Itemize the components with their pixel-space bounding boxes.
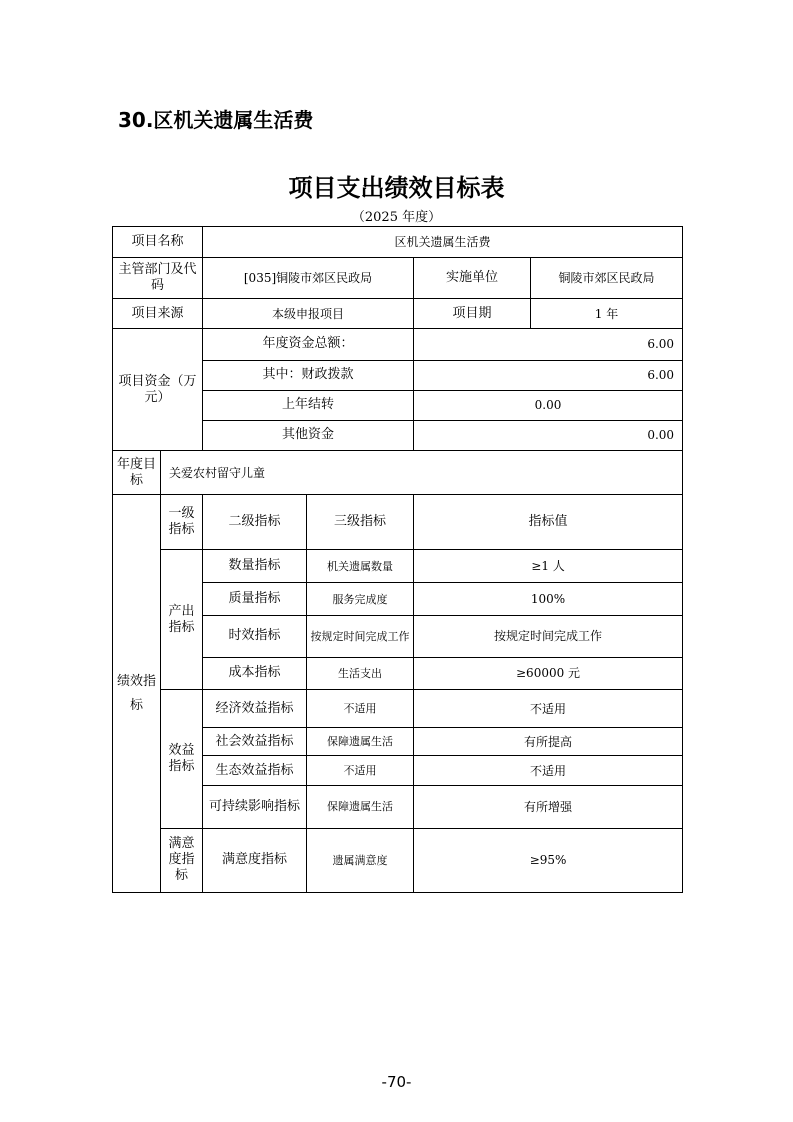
funds-label: 项目资金（万元） [113,329,203,451]
level2-header: 二级指标 [203,495,307,550]
level3-cell: 保障遗属生活 [307,786,414,828]
department-value: [035]铜陵市郊区民政局 [203,258,414,299]
level2-cell: 可持续影响指标 [203,786,307,828]
period-value: 1 年 [531,299,683,329]
level2-cell: 时效指标 [203,615,307,657]
implementer-label: 实施单位 [414,258,531,299]
indicator-value-cell: ≥95% [414,828,683,892]
level2-cell: 生态效益指标 [203,756,307,786]
level2-cell: 满意度指标 [203,828,307,892]
level3-cell: 不适用 [307,689,414,727]
performance-table [112,226,683,893]
indicator-row [113,550,683,583]
table-title: 项目支出绩效目标表 [288,174,505,202]
indicator-value-cell: ≥1 人 [414,550,683,583]
funds-row-label: 其他资金 [203,420,414,450]
level2-cell: 成本指标 [203,657,307,689]
level1-header: 一级指标 [161,495,203,550]
indicator-value-cell: 有所提高 [414,728,683,756]
indicator-header-row [113,495,683,550]
annual-goal-label: 年度目标 [113,450,161,494]
funds-row [113,329,683,360]
source-label: 项目来源 [113,299,203,329]
indicator-value-cell: ≥60000 元 [414,657,683,689]
performance-indicators-label: 绩效指标 [113,495,161,893]
indicator-value-cell: 100% [414,583,683,615]
level2-cell: 数量指标 [203,550,307,583]
annual-goal-value: 关爱农村留守儿童 [161,450,683,494]
year-note: （2025 年度） [351,210,442,225]
project-name-label: 项目名称 [113,227,203,258]
benefit-indicators-label: 效益指标 [161,689,203,828]
source-row [113,299,683,329]
source-value: 本级申报项目 [203,299,414,329]
funds-row-value: 0.00 [414,420,683,450]
indicator-value-cell: 不适用 [414,756,683,786]
funds-row-label: 上年结转 [203,390,414,420]
level3-cell: 按规定时间完成工作 [307,615,414,657]
section-title: 30.区机关遗属生活费 [118,108,314,132]
indicator-value-cell: 不适用 [414,689,683,727]
level2-cell: 质量指标 [203,583,307,615]
indicator-value-cell: 按规定时间完成工作 [414,615,683,657]
funds-row-value: 6.00 [414,329,683,360]
funds-row-value: 6.00 [414,360,683,390]
department-label: 主管部门及代码 [113,258,203,299]
annual-goal-row [113,450,683,494]
funds-row-label: 其中：财政拨款 [203,360,414,390]
level3-cell: 机关遗属数量 [307,550,414,583]
funds-row-value: 0.00 [414,390,683,420]
level2-cell: 经济效益指标 [203,689,307,727]
level3-cell: 不适用 [307,756,414,786]
funds-row-label: 年度资金总额： [203,329,414,360]
project-name-value: 区机关遗属生活费 [203,227,683,258]
level3-cell: 生活支出 [307,657,414,689]
indicator-row [113,828,683,892]
page-number: -70- [381,1073,412,1091]
level3-cell: 保障遗属生活 [307,728,414,756]
level3-header: 三级指标 [307,495,414,550]
indicator-value-header: 指标值 [414,495,683,550]
level3-cell: 遗属满意度 [307,828,414,892]
indicator-value-cell: 有所增强 [414,786,683,828]
indicator-row [113,689,683,727]
project-name-row [113,227,683,258]
level2-cell: 社会效益指标 [203,728,307,756]
level3-cell: 服务完成度 [307,583,414,615]
output-indicators-label: 产出指标 [161,550,203,690]
satisfaction-indicators-label: 满意度指标 [161,828,203,892]
period-label: 项目期 [414,299,531,329]
department-row [113,258,683,299]
implementer-value: 铜陵市郊区民政局 [531,258,683,299]
